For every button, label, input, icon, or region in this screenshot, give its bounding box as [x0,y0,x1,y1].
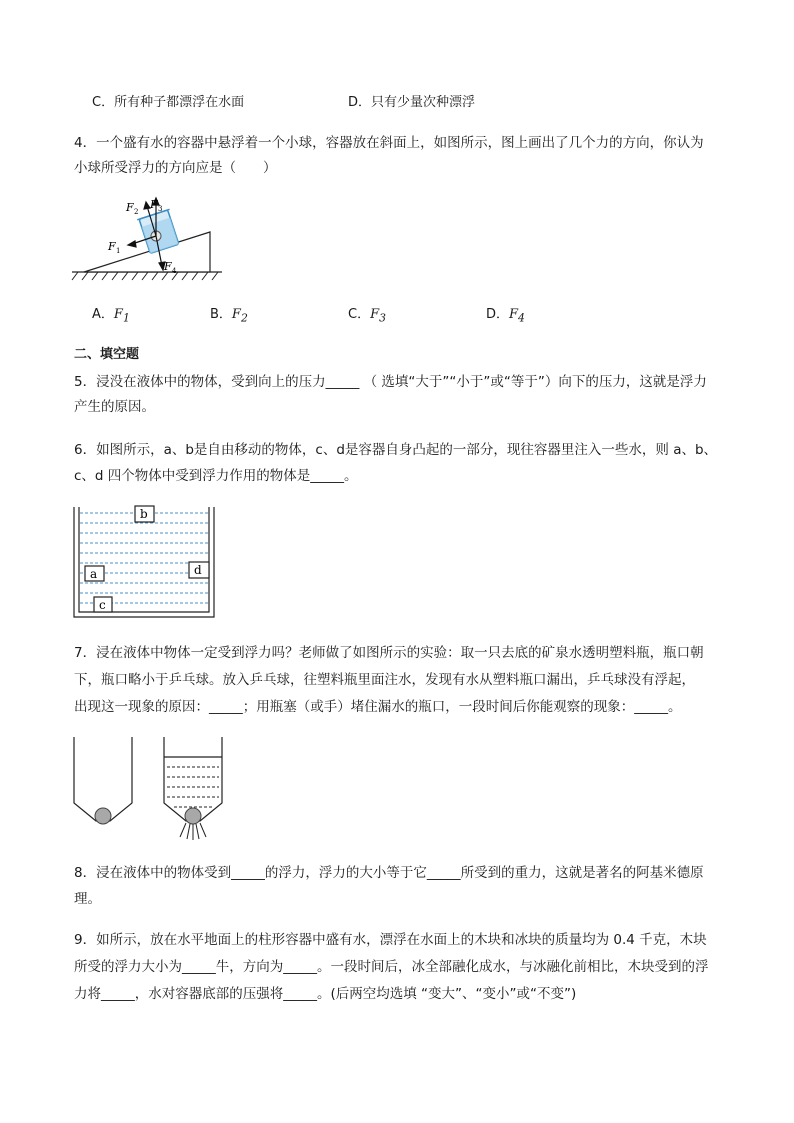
q4-figure-incline [70,192,230,288]
ping-pong-ball-right [185,808,201,824]
q9-text-line2: 所受的浮力大小为_____牛，方向为_____。一段时间后，冰全部融化成水，与冰融化前相比，木块受到的浮 [74,959,709,975]
q9-text-line1: 9．如所示，放在水平地面上的柱形容器中盛有水，漂浮在水面上的木块和冰块的质量均为 0.4 千克，木块 [74,932,707,948]
q7-text-line1: 7．浸在液体中物体一定受到浮力吗？老师做了如图所示的实验：取一只去底的矿泉水透明塑料瓶，瓶口朝 [74,645,704,661]
ping-pong-ball-left [95,808,111,824]
q8-text-line2: 理。 [74,891,101,907]
q3-option-d: D．只有少量次种漂浮 [348,95,476,110]
q4-text-line2: 小球所受浮力的方向应是（ ） [74,160,277,176]
q9-text-line3: 力将_____，水对容器底部的压强将_____。(后两空均选填 “变大”、“变小”或“不变”) [74,986,577,1002]
q6-figure-container [72,503,217,621]
label-f1: F [108,240,116,253]
section-heading: 二、填空题 [74,347,140,362]
label-b: b [140,507,148,521]
svg-text:1: 1 [116,247,121,255]
q4-option-c: C．$F_3$ [348,307,386,325]
svg-text:3: 3 [158,205,163,213]
q5-text-line1: 5．浸没在液体中的物体，受到向上的压力_____ （ 选填“大于”“小于”或“等于”）向下的压力，这就是浮力 [74,374,707,390]
leaking-water [180,823,206,840]
label-c: c [99,598,106,612]
q4-text-line1: 4．一个盛有水的容器中悬浮着一个小球，容器放在斜面上，如图所示，图上画出了几个力的方向，你认为 [74,135,704,151]
label-f2: F [126,201,134,214]
q7-figure-bottles [72,735,232,847]
q6-text-line1: 6．如图所示，a、b是自由移动的物体，c、d是容器自身凸起的一部分，现往容器里注入一些水，则 a、b、 [74,442,718,458]
label-d: d [194,563,202,577]
svg-text:4: 4 [172,267,177,275]
q4-option-a: A．$F_1$ [92,307,130,325]
q7-text-line3: 出现这一现象的原因：_____；用瓶塞（或手）堵住漏水的瓶口，一段时间后你能观察的现象：_____。 [74,699,682,715]
label-f4: F [164,260,172,273]
q8-text-line1: 8．浸在液体中的物体受到_____的浮力，浮力的大小等于它_____所受到的重力，这就是著名的阿基米德原 [74,865,704,881]
q6-text-line2: c、d 四个物体中受到浮力作用的物体是_____。 [74,468,358,484]
water-lines [80,513,209,603]
label-f3: F [150,198,158,211]
q3-option-c: C．所有种子都漂浮在水面 [92,95,245,110]
q4-option-b: B．$F_2$ [210,307,248,325]
svg-text:2: 2 [134,208,139,216]
q5-text-line2: 产生的原因。 [74,399,155,415]
bottle-water-lines [167,767,219,807]
q4-option-d: D．$F_4$ [486,307,525,325]
ground-hatching [72,272,218,280]
q7-text-line2: 下，瓶口略小于乒乓球。放入乒乓球，往塑料瓶里面注水，发现有水从塑料瓶口漏出，乒乓球没有浮起， [74,672,695,688]
label-a: a [90,567,98,581]
